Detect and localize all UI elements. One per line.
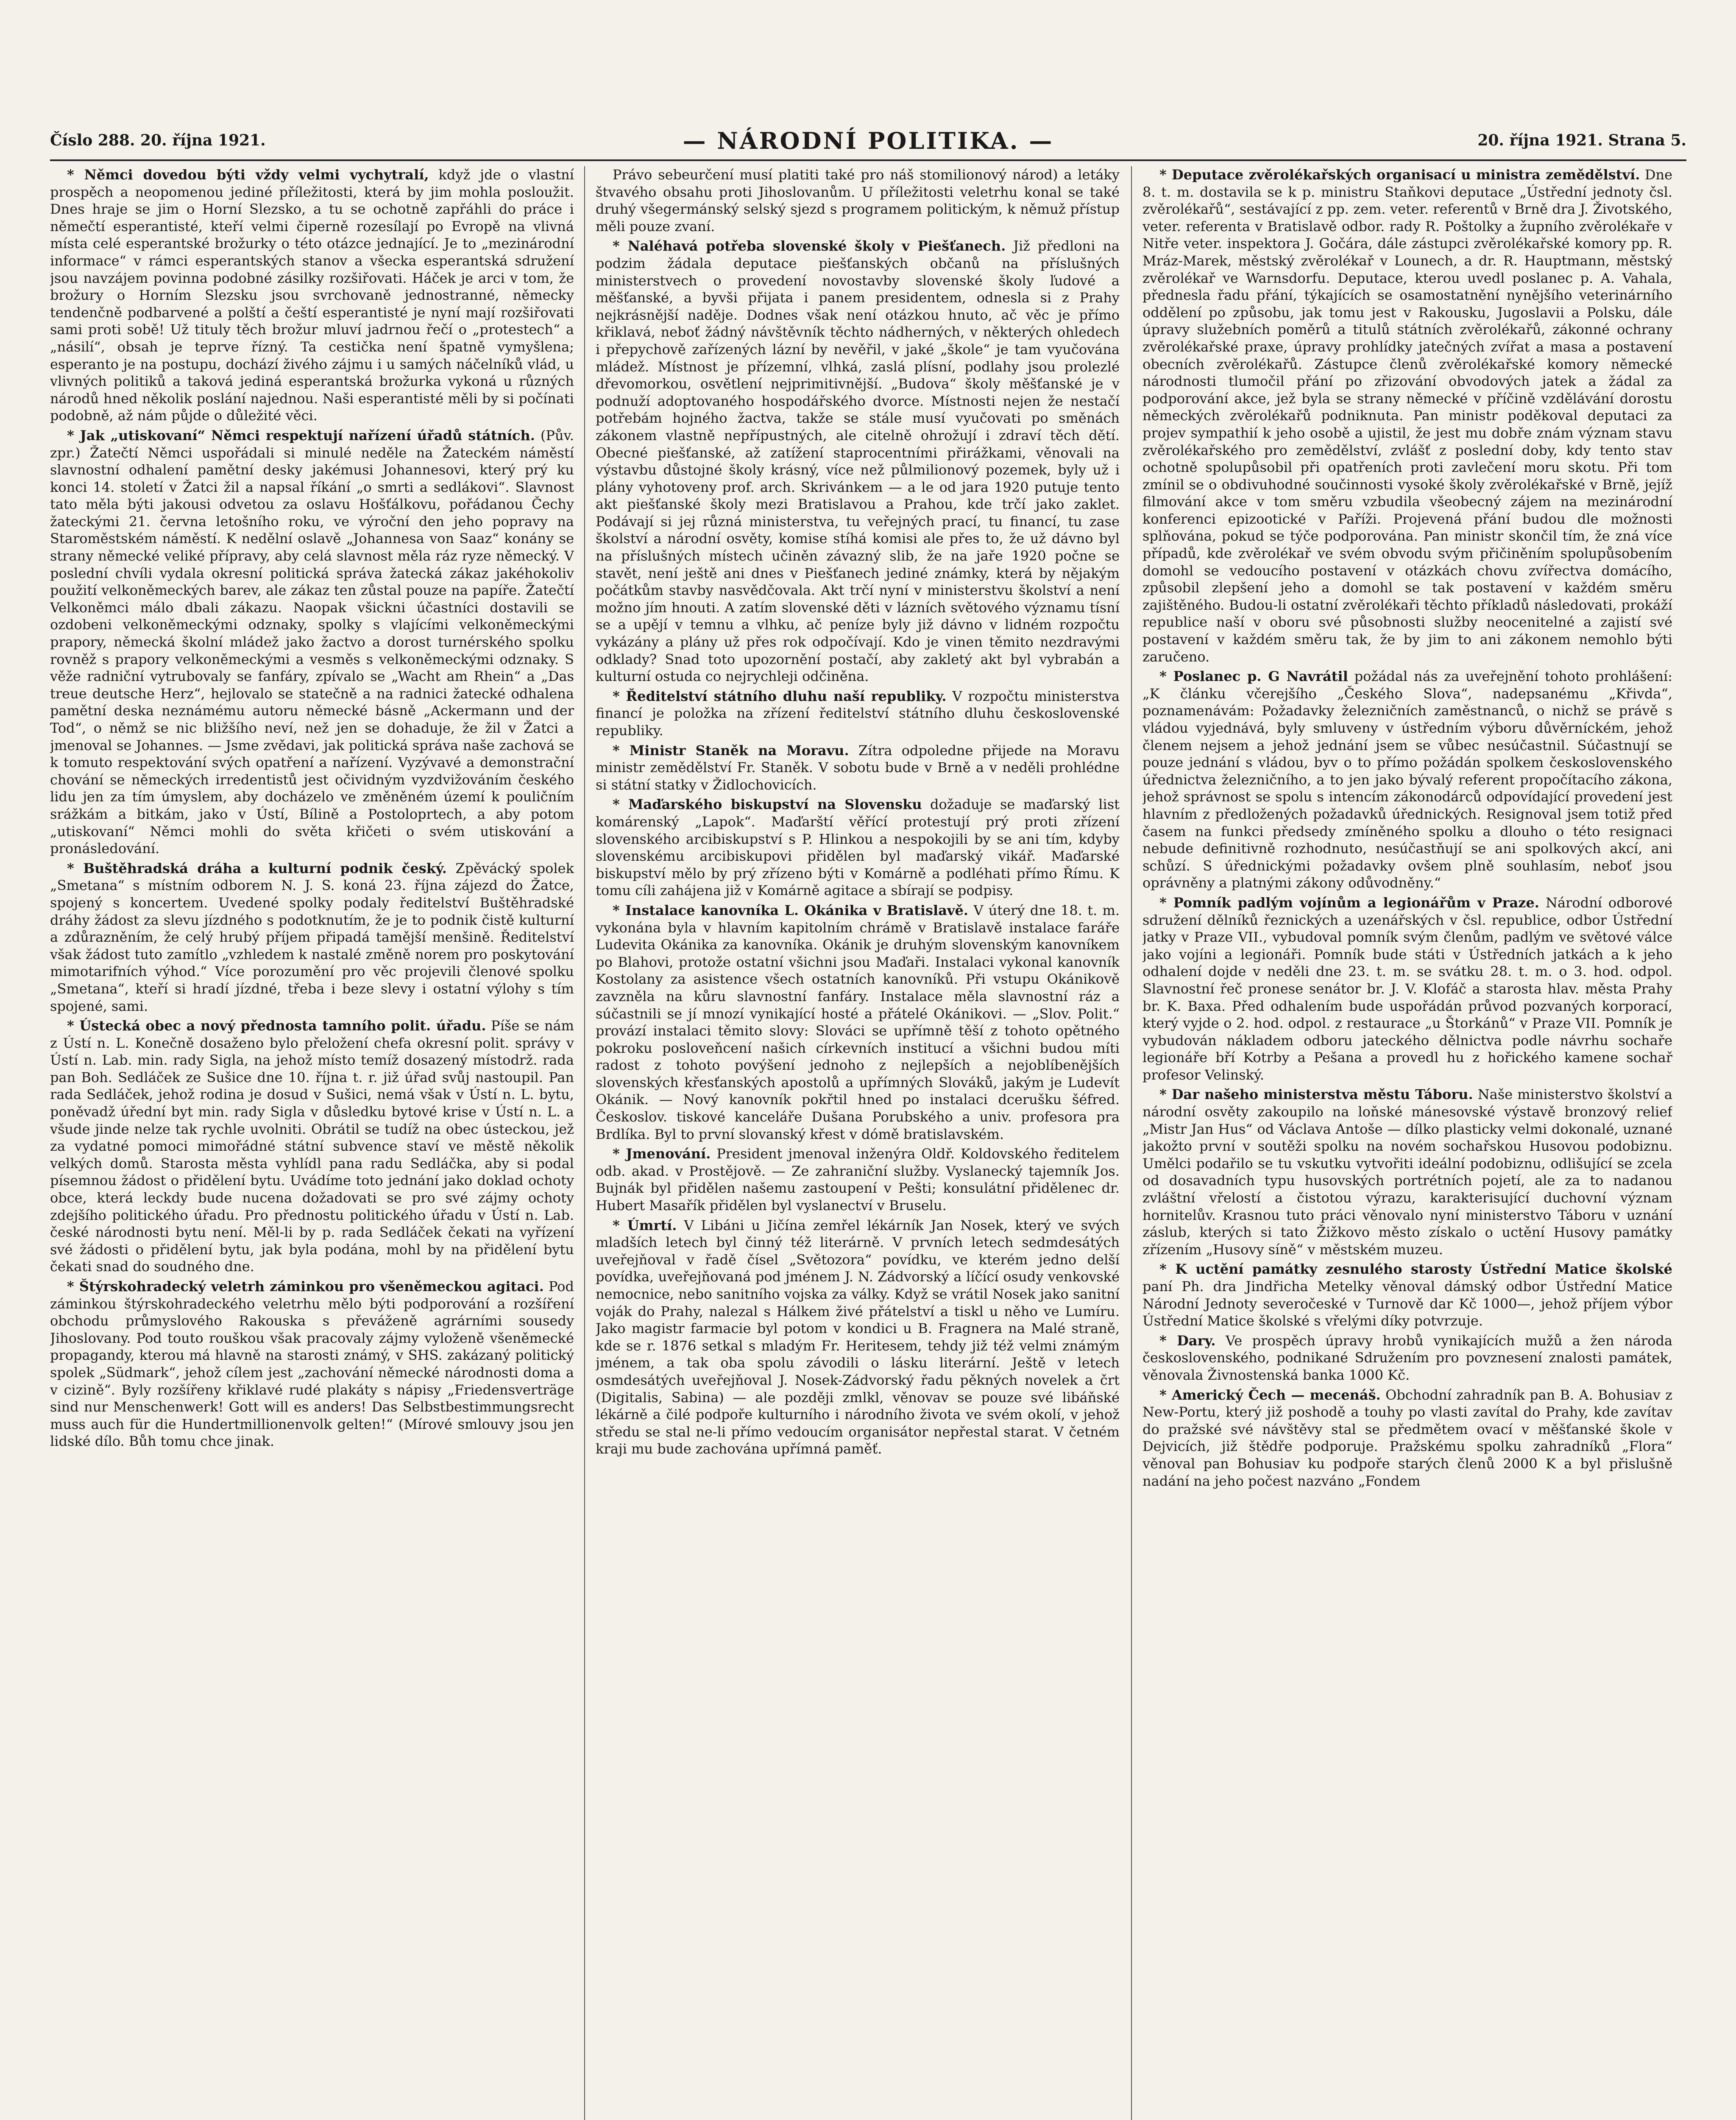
article-headline: * Naléhavá potřeba slovenské školy v Piešťanech. bbox=[613, 238, 1006, 254]
article-headline: * Instalace kanovníka L. Okánika v Bratislavě. bbox=[613, 902, 969, 918]
article-body: V Libáni u Jičína zemřel lékárník Jan Nosek, který ve svých mladších letech byl činný též literárně. V prvních letech sedmdesátých uveřejňoval v řadě čísel „Světozora“ povídku, ve kterém jedno delší povídka, uveřejňovaná pod jménem J. N. Zádvorský a líčící osudy venkovské nemocnice, nebo sanitního vojska za války. Když se vrátil Nosek jako sanitní voják do Prahy, nalezal s Hálkem živé přátelství a tiskl u něho ve Lumíru. Jako magistr farmacie byl potom v kondici u B. Fragnera na Malé straně, kde se r. 1876 setkal s mladým Fr. Heritesem, tehdy již též velmi známým jménem, a tak oba spolu závodili o lásku literární. Ještě v letech osmdesátých uveřejňoval J. Nosek-Zádvorský řadu pěkných novelek a črt (Digitalis, Sabina) — ale později zmlkl, věnovav se pouze své libáňské lékárně a čilé podpoře kulturního i národního života ve svém okolí, v jehož středu se stal ne-li přímo vedoucím organisátor nepřestal starat. V četném kraji mu bude zachována upřímná paměť. bbox=[596, 1217, 1120, 1457]
article bbox=[1142, 668, 1672, 892]
article-headline: * Ministr Staněk na Moravu. bbox=[613, 742, 849, 759]
column-1 bbox=[50, 166, 574, 2120]
article bbox=[50, 166, 574, 424]
article bbox=[50, 427, 574, 857]
article bbox=[1142, 1332, 1672, 1384]
article bbox=[50, 860, 574, 1015]
article-body: Zpěvácký spolek „Smetana“ s místním odborem N. J. S. koná 23. října zájezd do Žatce, spojený s koncertem. Uvedené spolky podaly ředitelství Buštěhradské dráhy žádost za slevu jízdného s podotknutím, že je to podnik čistě kulturní a zdůrazněním, že celý hrubý příjem připadá tamější menšině. Ředitelství však žádost tuto zamítlo „vzhledem k nastalé změně norem pro poskytování mimotarifních výhod.“ Více porozumění pro věc projevili členové spolku „Smetana“, kteří si hradí jízdné, třeba i beze slevy i ostatní výlohy s tím spojené, sami. bbox=[50, 860, 574, 1014]
column-3 bbox=[1142, 166, 1672, 2120]
article-headline: * Ředitelství státního dluhu naší republiky. bbox=[613, 688, 947, 704]
column-divider bbox=[584, 166, 585, 2120]
article-body: V rozpočtu ministerstva financí je položka na zřízení ředitelství státního dluhu československé republiky. bbox=[596, 688, 1120, 739]
issue-number: Číslo 288. 20. října 1921. bbox=[50, 131, 266, 149]
article-body: Již předloni na podzim žádala deputace piešťanských občanů na příslušných ministerstvech o provedení novostavby slovenské školy ľudové a měšťanské, a byvši přijata i panem presidentem, odnesla si z Prahy nejkrásnější naděje. Dodnes však není otázkou hnuto, ač věc je přímo křiklavá, neboť žádný návštěvník těchto nádherných, v některých ohledech i přepychově zařízených lázní by nevěřil, v jaké „škole“ je tam vyučována mládež. Místnost je přízemní, vlhká, zaslá plísní, podlahy jsou prolezlé dřevomorkou, osvětlení nejprimitivnější. „Budova“ školy měšťanské je v podnuží adoptovaného hospodářského dvorce. Místnosti nejen že nestačí potřebám hojného žactva, takže se stále musí vyučovati po směnách zákonem vlastně nepřípustných, ale citelně ohrožují i zdraví těch dětí. Obecné piešťanské, až zatížení staprocentními přirážkami, věnovali na výstavbu důstojné školy krásný, více než půlmilionový pozemek, byly už i plány vyhotoveny prof. arch. Skrivánkem — a le od jara 1920 putuje tento akt piešťanské školy mezi Bratislavou a Prahou, kde trčí jako zaklet. Podávají si jej různá ministerstva, tu veřejných prací, tu financí, tu zase školství a národní osvěty, komise stíhá komisi ale přes to, že už dávno byl na příslušných místech učiněn závazný slib, že na jaře 1920 počne se stavět, není ještě ani dnes v Piešťanech jediné známky, která by nějakým počátkům stavby nasvědčovala. Akt trčí nyní v ministerstvu školství a není možno jím hnouti. A zatím slovenské děti v lázních světového významu tísní se a upějí v temnu a vlhku, ač peníze byly již dávno v lidném rozpočtu vykázány a plány už přes rok odpočívají. Kdo je vinen těmito nezdravými odklady? Snad toto upozornění postačí, aby zakletý akt byl vybrabán a kulturní ostuda co nejrychleji odčiněna. bbox=[596, 238, 1120, 685]
article bbox=[596, 796, 1120, 899]
article-body: když jde o vlastní prospěch a neopomenou jediné příležitosti, která by jim mohla posloužit. Dnes hraje se jim o Horní Slezsko, a tu se ochotně zapřáhli do práce i němečtí esperantisté, kteří velmi čiperně rozesílají po Evropě na vlivná místa celé esperantské brožurky o této otázce jednající. Je to „mezinárodní informace“ v rámci esperantských stanov a všecka esperantská sdružení jsou navzájem povinna podobné zásilky rozšiřovati. Háček je arci v tom, že brožury o Horním Slezsku jsou svrchovaně jednostranné, německy tendenčně podbarvené a polští a čeští esperantisté je nyní mají rozšiřovati sami proti sobě! Už tituly těch brožur mluví jadrnou řečí o „protestech“ a „násilí“, obsah je teprve řízný. Ta cestička není špatně vymyšlena; esperanto je na postupu, dochází živého zájmu i u samých náčelníků vlád, u vlivných politiků a taková jediná esperantská brožurka vykoná u různých národů hned několik poslání najednou. Naši esperantisté měli by si počínati podobně, až nám půjde o důležité věci. bbox=[50, 167, 574, 424]
article-headline: * Ústecká obec a nový přednosta tamního polit. úřadu. bbox=[67, 1018, 486, 1034]
article bbox=[50, 1017, 574, 1275]
article bbox=[50, 1278, 574, 1450]
article-headline: * Buštěhradská dráha a kulturní podnik český. bbox=[67, 860, 447, 876]
article-headline: * K uctění památky zesnulého starosty Ústřední Matice školské bbox=[1159, 1261, 1672, 1278]
article bbox=[596, 1145, 1120, 1214]
article-headline: * Deputace zvěrolékařských organisací u ministra zemědělství. bbox=[1159, 167, 1640, 183]
article bbox=[596, 166, 1120, 235]
article bbox=[596, 902, 1120, 1143]
article-headline: * Pomník padlým vojínům a legionářům v Praze. bbox=[1159, 894, 1539, 911]
newspaper-title: — NÁRODNÍ POLITIKA. — bbox=[683, 127, 1054, 154]
article-headline: * Maďarského biskupství na Slovensku bbox=[613, 796, 922, 813]
article-headline: * Poslanec p. G Navrátil bbox=[1159, 668, 1348, 685]
article-body: President jmenoval inženýra Oldř. Koldovského ředitelem odb. akad. v Prostějově. — Ze zahraniční služby. Vyslanecký tajemník Jos. Bujnák byl přidělen našemu zastoupení v Pešti; konsulátní přidělenec dr. Hubert Masařík přidělen byl vyslanectví v Bruselu. bbox=[596, 1146, 1120, 1214]
article-headline: * Americký Čech — mecenáš. bbox=[1159, 1386, 1381, 1403]
article-headline: * Štýrskohradecký veletrh záminkou pro všeněmeckou agitaci. bbox=[67, 1278, 544, 1294]
article-headline: * Němci dovedou býti vždy velmi vychytralí, bbox=[67, 167, 429, 183]
article-body: Právo sebeurčení musí platiti také pro náš stomilionový národ) a letáky štvavého obsahu proti Jihoslovanům. U příležitosti veletrhu konal se také druhý všegermánský selský sjezd s programem politickým, k němuž přístup měli pouze zvaní. bbox=[596, 167, 1120, 234]
masthead bbox=[50, 127, 1686, 157]
article-body: dožaduje se maďarský list komárenský „Lapok“. Maďarští věřící protestují prý proti zřízení slovenského arcibiskupství s P. Hlinkou a nespokojili by se ani tím, kdyby slovenskému arcibiskupovi přidělen byl maďarský vikář. Maďarské biskupství mělo by prý zřízeno býti v Komárně a podléhati přímo Římu. K tomu cíli zahájena již v Komárně agitace a sbírají se podpisy. bbox=[596, 796, 1120, 899]
article bbox=[1142, 1261, 1672, 1329]
article-body: Zítra odpoledne přijede na Moravu ministr zemědělství Fr. Staněk. V sobotu bude v Brně a v neděli prohlédne si státní statky v Židlochovicích. bbox=[596, 742, 1120, 793]
column-2 bbox=[596, 166, 1120, 2120]
article bbox=[1142, 166, 1672, 665]
article-headline: * Dar našeho ministerstva městu Táboru. bbox=[1159, 1086, 1473, 1103]
article-body: V úterý dne 18. t. m. vykonána byla v hlavním kapitolním chrámě v Bratislavě instalace faráře Ludevita Okánika za kanovníka. Okánik je druhým slovenským kanovníkem po Blahovi, protože ostatní všichni jsou Maďaři. Instalaci vykonal kanovník Kostolany za asistence všech ostatních kanovníků. Při vstupu Okánikově zavzněla na kůru slavnostní fanfáry. Instalace měla slavnostní ráz a súčastnili se jí mnozí vynikající hosté a přátelé Okánikovi. — „Slov. Polit.“ provází instalaci těmito slovy: Slováci se upřímně těší z tohoto opětného pokroku posloveňcení našich církevních institucí a všichni budou míti radost z tohoto povýšení jednoho z nejlepších a nejoblíbenějších slovenských křesťanských apostolů a upřímných Slováků, jakým je Ludevít Okánik. — Nový kanovník pokřtil hned po instalaci dcerušku šéfred. Českoslov. tiskové kanceláře Dušana Porubského a univ. profesora pra Brdlíka. Byl to první slovanský křest v dómě bratislavském. bbox=[596, 902, 1120, 1142]
article bbox=[596, 742, 1120, 794]
article-body: paní Ph. dra Jindřicha Metelky věnoval dámský odbor Ústřední Matice Národní Jednoty severočeské v Turnově dar Kč 1000—, jehož příjem výbor Ústřední Matice školské s vřelými díky potvrzuje. bbox=[1142, 1278, 1672, 1329]
page-date: 20. října 1921. Strana 5. bbox=[1477, 131, 1686, 149]
article bbox=[596, 1217, 1120, 1458]
masthead-rule bbox=[50, 159, 1686, 161]
article-headline: * Dary. bbox=[1159, 1332, 1216, 1349]
article bbox=[596, 237, 1120, 685]
article-body: Dne 8. t. m. dostavila se k p. ministru Staňkovi deputace „Ústřední jednoty čsl. zvěrolékařů“, sestávající z pp. zem. veter. referentů v Brně dra J. Životského, veter. referenta v Bratislavě odbor. rady R. Poštolky a župního zvěrolékaře v Nitře veter. inspektora J. Gočára, dále zástupci zvěrolékařské komory pp. R. Mráz-Marek, městský zvěrolékař v Lounech, a dr. R. Hauptmann, městský zvěrolékař ve Warnsdorfu. Deputace, kterou uvedl poslanec p. A. Vahala, přednesla řadu přání, týkajících se osamostatnění nynějšího veterinárního oddělení po způsobu, jak tomu jest v Rakousku, Jugoslavii a Polsku, dále úpravy služebních poměrů a titulů státních zvěrolékařů, zákonné ochrany zvěrolékařské praxe, úpravy prohlídky jatečných zvířat a masa a postavení obecních zvěrolékařů. Zástupce členů zvěrolékařské komory německé národnosti tlumočil přání po zřizování obvodových jatek a žádal za podporování akce, jež byla se strany německé v příčině vzdělávání dorostu německých zvěrolékařů podniknuta. Pan ministr poděkoval deputaci za projev sympathií k jeho osobě a ujistil, že jest mu dobře znám význam stavu zvěrolékařského pro zemědělství, zvlášť z poslední doby, kdy tento stav ochotně spolupůsobil při opatřeních proti zavlečení moru skotu. Při tom zmínil se o obdivuhodné součinnosti vysoké školy zvěrolékařské v Brně, jejíž filmování akce v tom směru vzbudila všeobecný zájem na mezinárodní konferenci epizootické v Paříži. Projevená přání budou dle možnosti splňována, pokud se týče podporována. Pan ministr skončil tím, že zná více případů, kde zvěrolékař ve svém obvodu svým přičiněním spolupůsobením domohl se vedoucího postavení v otázkách chovu zvířectva domácího, způsobil zlepšení jeho a domohl se tak postavení v každém směru zajištěného. Budou-li ostatní zvěrolékaři těchto příkladů následovati, prokáží republice naší v oboru své působnosti služby neocenitelné a zajistí své postavení v každém směru tak, že by jim to ani zákonem nemohlo býti zaručeno. bbox=[1142, 167, 1672, 665]
article-headline: * Jmenování. bbox=[613, 1146, 711, 1162]
article-body: požádal nás za uveřejnění tohoto prohlášení: „K článku včerejšího „Českého Slova“, nadepsanému „Křivda“, poznamenávám: Požadavky železničních zaměstnanců, o nichž se právě s vládou vyjednává, byly smluveny v ústředním výboru důvěrníckém, jehož členem nejsem a jehož jednání jsem se vůbec nesúčastnil. Súčastnují se pouze jednání s vládou, byv o to přímo požádán spolkem československého úřednictva železničního, a to jen jako bývalý referent propočítacího zákona, jehož správnost se spolu s intencím zákonodárců odpovídající provedení jest hlavním z předložených požadavků úřednických. Resignoval jsem totiž před časem na funkci předsedy zmíněného spolku a dlouho o této resignaci nebude definitivně rozhodnuto, nesúčastňují se ani spolkových akcí, ani schůzí. S úřednickými požadavky ovšem plně souhlasím, neboť jsou oprávněny a platnými zákony odůvodněny.“ bbox=[1142, 668, 1672, 891]
article-headline: * Jak „utiskovaní“ Němci respektují nařízení úřadů státních. bbox=[67, 427, 535, 444]
column-divider bbox=[1131, 166, 1132, 2120]
article bbox=[1142, 894, 1672, 1084]
article bbox=[1142, 1386, 1672, 1490]
article-body: (Pův. zpr.) Žatečtí Němci uspořádali si minulé neděle na Žateckém náměstí slavnostní odhalení pamětní desky jakémusi Johannesovi, který prý ku konci 14. století v Žatci žil a napsal říkání „o smrti a sedlákovi“. Slavnost tato měla býti jakousi odvetou za oslavu Hošťálkovu, pořádanou Čechy žateckými 21. června letošního roku, ve výroční den jeho popravy na Staroměstském náměstí. K nedělní oslavě „Johannesa von Saaz“ konány se strany německé veliké přípravy, aby celá slavnost měla ráz ryze německý. V poslední chvíli vydala okresní politická správa žatecká zákaz jakéhokoliv použití velkoněmeckých barev, ale zákaz ten zůstal pouze na papíře. Žatečtí Velkoněmci málo dbali zákazu. Naopak všickni účastníci dostavili se ozdobeni velkoněmeckými odznaky, spolky s vlajícími velkoněmeckými prapory, německá školní mládež jako žactvo a dorost turnérského spolku rovněž s prapory velkoněmeckými a vesměs s velkoněmeckými odznaky. S věže radniční vytrubovaly se fanfáry, zpívalo se „Wacht am Rhein“ a „Das treue deutsche Herz“, hejlovalo se statečně a na radnici žatecké odhalena pamětní deska neznámému autoru německé básně „Ackermann und der Tod“, o němž se nic bližšího neví, než jen se dohaduje, že žil v Žatci a jmenoval se Johannes. — Jsme zvědavi, jak politická správa naše zachová se k tomuto respektování svých opatření a nařízení. Vyzývavé a demonstrační chování se německých irredentistů jest očividným vyzdvižováním českého lidu jen za tím úmyslem, aby docházelo ve změněném území k pouličním srážkám a bitkám, jako v Ústí, Bílině a Postoloprtech, a aby potom „utiskovaní“ Němci mohli do světa křičeti o svém utiskování a pronásledování. bbox=[50, 427, 574, 857]
article-body: Naše ministerstvo školství a národní osvěty zakoupilo na loňské mánesovské výstavě bronzový relief „Mistr Jan Hus“ od Václava Antoše — dílko plasticky velmi dokonalé, uznané jakožto první v soutěži spolku na novém sochařskou Husovou podobiznu. Umělci podařilo se tu vskutku vytvořiti ideální podobiznu, odlišující se zcela od dosavadních typu husovských portrétních pojetí, ale za to nadanou zvláštní vřelostí a čistotou výrazu, karakterisující duchovní význam hornitelův. Krasnou tuto práci věnovalo nyní ministerstvo Táboru v uznání záslub, kterých si tato Žižkovo město získalo o uctění Husovy památky zřízením „Husovy síně“ v městském muzeu. bbox=[1142, 1086, 1672, 1258]
article-body: Národní odborové sdružení dělníků řeznických a uzenářských v čsl. republice, odbor Ústřední jatky v Praze VII., vybudoval pomník svým členům, padlým ve světové válce jako vojíni a legionáři. Pomník bude státi v Ústředních jatkách a k jeho odhalení dojde v neděli dne 23. t. m. se svátku 28. t. m. o 3. hod. odpol. Slavnostní řeč pronese senátor br. J. V. Klofáč a starosta hlav. města Prahy br. K. Baxa. Před odhalením bude uspořádán průvod pozvaných korporací, který vyjde o 2. hod. odpol. z restaurace „u Štorkánů“ v Praze VII. Pomník je vybudován nákladem odboru jateckého dělnictva podle návrhu sochaře legionáře bří Kotrby a Pešana a provedl hu z hořického kamene sochař profesor Velinský. bbox=[1142, 894, 1672, 1083]
article bbox=[1142, 1086, 1672, 1258]
article bbox=[596, 688, 1120, 739]
article-body: Obchodní zahradník pan B. A. Bohusiav z New-Portu, který již poshodě a touhy po vlasti zavítal do Prahy, kde zavítav do pražské své návštěvy stal se předmětem ovací v měšťanské škole v Dejvicích, již štědře podporuje. Pražskému spolku zahradníků „Flora“ věnoval pan Bohusiav ku podpoře starých členů 2000 K a byl přislušně nadání na jeho počest nazváno „Fondem bbox=[1142, 1386, 1672, 1489]
article-body: Ve prospěch úpravy hrobů vynikajících mužů a žen národa československého, podnikané Sdružením pro povznesení znalosti památek, věnovala Živnostenská banka 1000 Kč. bbox=[1142, 1332, 1672, 1383]
article-headline: * Úmrtí. bbox=[613, 1217, 677, 1233]
article-body: Pod záminkou štýrskohradeckého veletrhu mělo býti podporování a rozšíření obchodu průmyslového Rakouska s převáženě agrárními sousedy Jihoslovany. Pod touto rouškou však pracovaly zájmy vyloženě všeněmecké propagandy, kterou má hlavně na starosti známý, v SHS. zakázaný politický spolek „Südmark“, jehož cílem jest „zachování německé národnosti doma a v cizině“. Byly rozšířeny křiklavé rudé plakáty s nápisy „Friedensverträge sind nur Menschenwerk! Gott will es anders! Das Selbstbestimmungsrecht muss auch für die Hundertmillionenvolk gelten!“ (Mírové smlouvy jsou jen lidské dílo. Bůh tomu chce jinak. bbox=[50, 1278, 574, 1450]
article-body: Píše se nám z Ústí n. L. Konečně dosaženo bylo přeložení chefa okresní polit. správy v Ústí n. Lab. min. rady Sigla, na jehož místo temíž dosazený místodrž. rada pan Boh. Sedláček ze Sušice dne 10. října t. r. již úřad svůj nastoupil. Pan rada Sedláček, jehož rodina je dosud v Sušici, nemá však v Ústí n. L. bytu, poněvadž úřední byt min. rady Sigla v důsledku bytové krise v Ústí n. L. a všude jinde nelze tak rychle uvolniti. Obrátil se tudíž na obec ústeckou, jež za vydatné pomoci mimořádné státní subvence staví ve městě několik velkých domů. Starosta města vyhlídl pana radu Sedláčka, aby si podal písemnou žádost o přidělení bytu. Uvádíme toto jednání jako doklad ochoty obce, která leckdy bude nucena dožadovati se pro své zájmy ochoty zdejšího politického úřadu. Pro přednostu politického úřadu v Ústí n. Lab. české národnosti bytu není. Měl-li by p. rada Sedláček čekati na vyřízení své žádosti o přidělení bytu, jak byla podána, mohl by na přidělení bytu čekati snad do soudného dne. bbox=[50, 1018, 574, 1275]
